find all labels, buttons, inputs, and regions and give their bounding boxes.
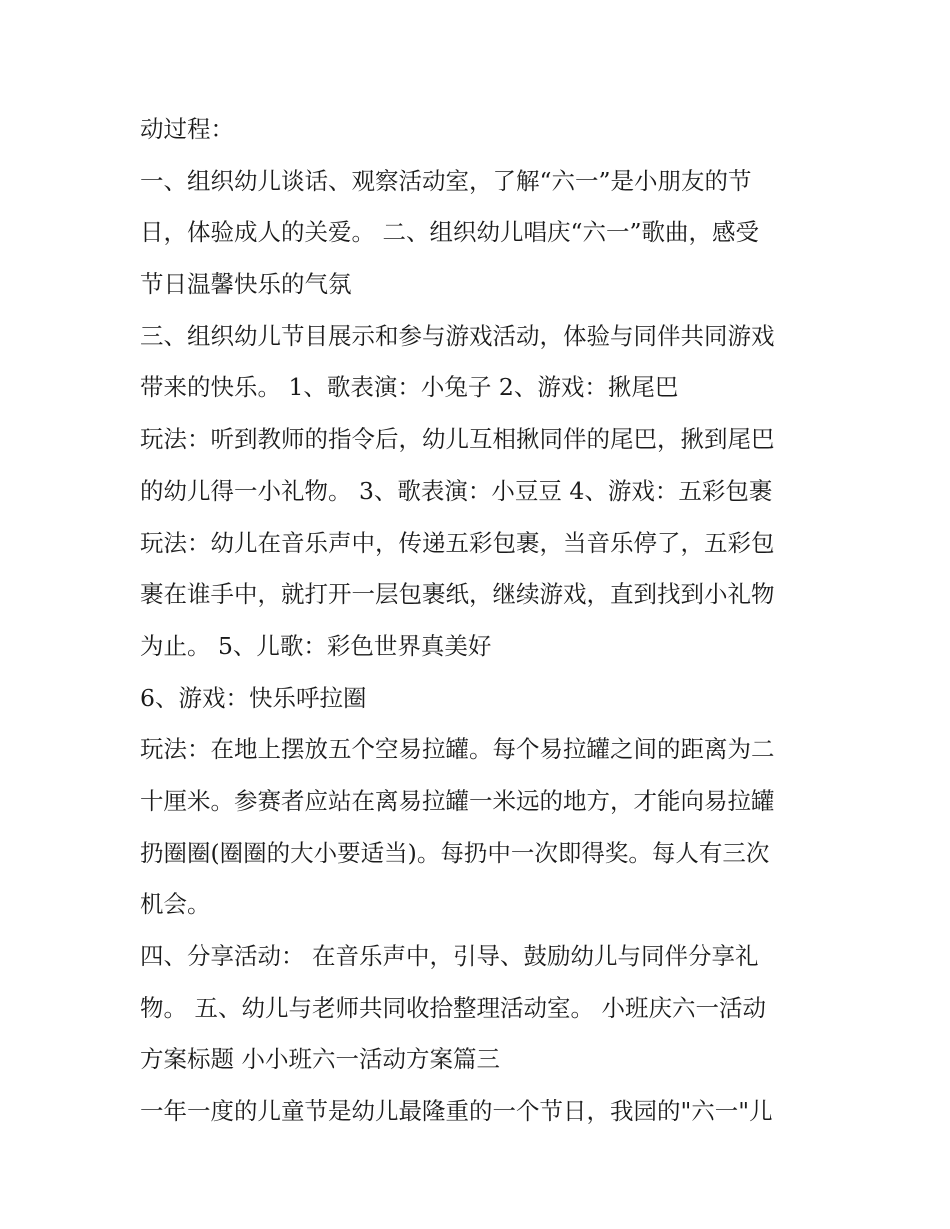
text-line: 物。 五、幼儿与老师共同收拾整理活动室。 小班庆六一活动 bbox=[140, 993, 766, 1022]
text-line: 节日温馨快乐的气氛 bbox=[140, 270, 352, 299]
text-line: 动过程： bbox=[140, 115, 234, 143]
text-line: 方案标题 小小班六一活动方案篇三 bbox=[140, 1045, 500, 1074]
text-line: 为止。 5、儿歌：彩色世界真美好 bbox=[140, 631, 492, 660]
text-line: 一、组织幼儿谈话、观察活动室，了解“六一”是小朋友的节 bbox=[140, 166, 752, 195]
text-line: 扔圈圈(圈圈的大小要适当)。每扔中一次即得奖。每人有三次 bbox=[140, 838, 770, 867]
document-body bbox=[140, 104, 830, 1138]
text-line: 日，体验成人的关爱。 二、组织幼儿唱庆“六一”歌曲，感受 bbox=[140, 218, 759, 247]
text-line: 十厘米。参赛者应站在离易拉罐一米远的地方，才能向易拉罐 bbox=[140, 786, 775, 815]
text-line: 一年一度的儿童节是幼儿最隆重的一个节日，我园的"六一"儿 bbox=[140, 1097, 773, 1126]
text-line: 三、组织幼儿节目展示和参与游戏活动，体验与同伴共同游戏 bbox=[140, 321, 775, 350]
text-line: 玩法：在地上摆放五个空易拉罐。每个易拉罐之间的距离为二 bbox=[140, 735, 775, 764]
text-line: 玩法：听到教师的指令后，幼儿互相揪同伴的尾巴，揪到尾巴 bbox=[140, 425, 775, 454]
text-line: 机会。 bbox=[140, 890, 211, 919]
text-line: 四、分享活动： 在音乐声中，引导、鼓励幼儿与同伴分享礼 bbox=[140, 942, 759, 970]
text-line: 带来的快乐。 1、歌表演：小兔子 2、游戏：揪尾巴 bbox=[140, 373, 679, 402]
text-line: 玩法：幼儿在音乐声中，传递五彩包裹，当音乐停了，五彩包 bbox=[140, 528, 775, 557]
text-line: 6、游戏：快乐呼拉圈 bbox=[140, 683, 367, 712]
text-line: 的幼儿得一小礼物。 3、歌表演：小豆豆 4、游戏：五彩包裹 bbox=[140, 476, 773, 505]
text-line: 裹在谁手中，就打开一层包裹纸，继续游戏，直到找到小礼物 bbox=[140, 580, 775, 609]
